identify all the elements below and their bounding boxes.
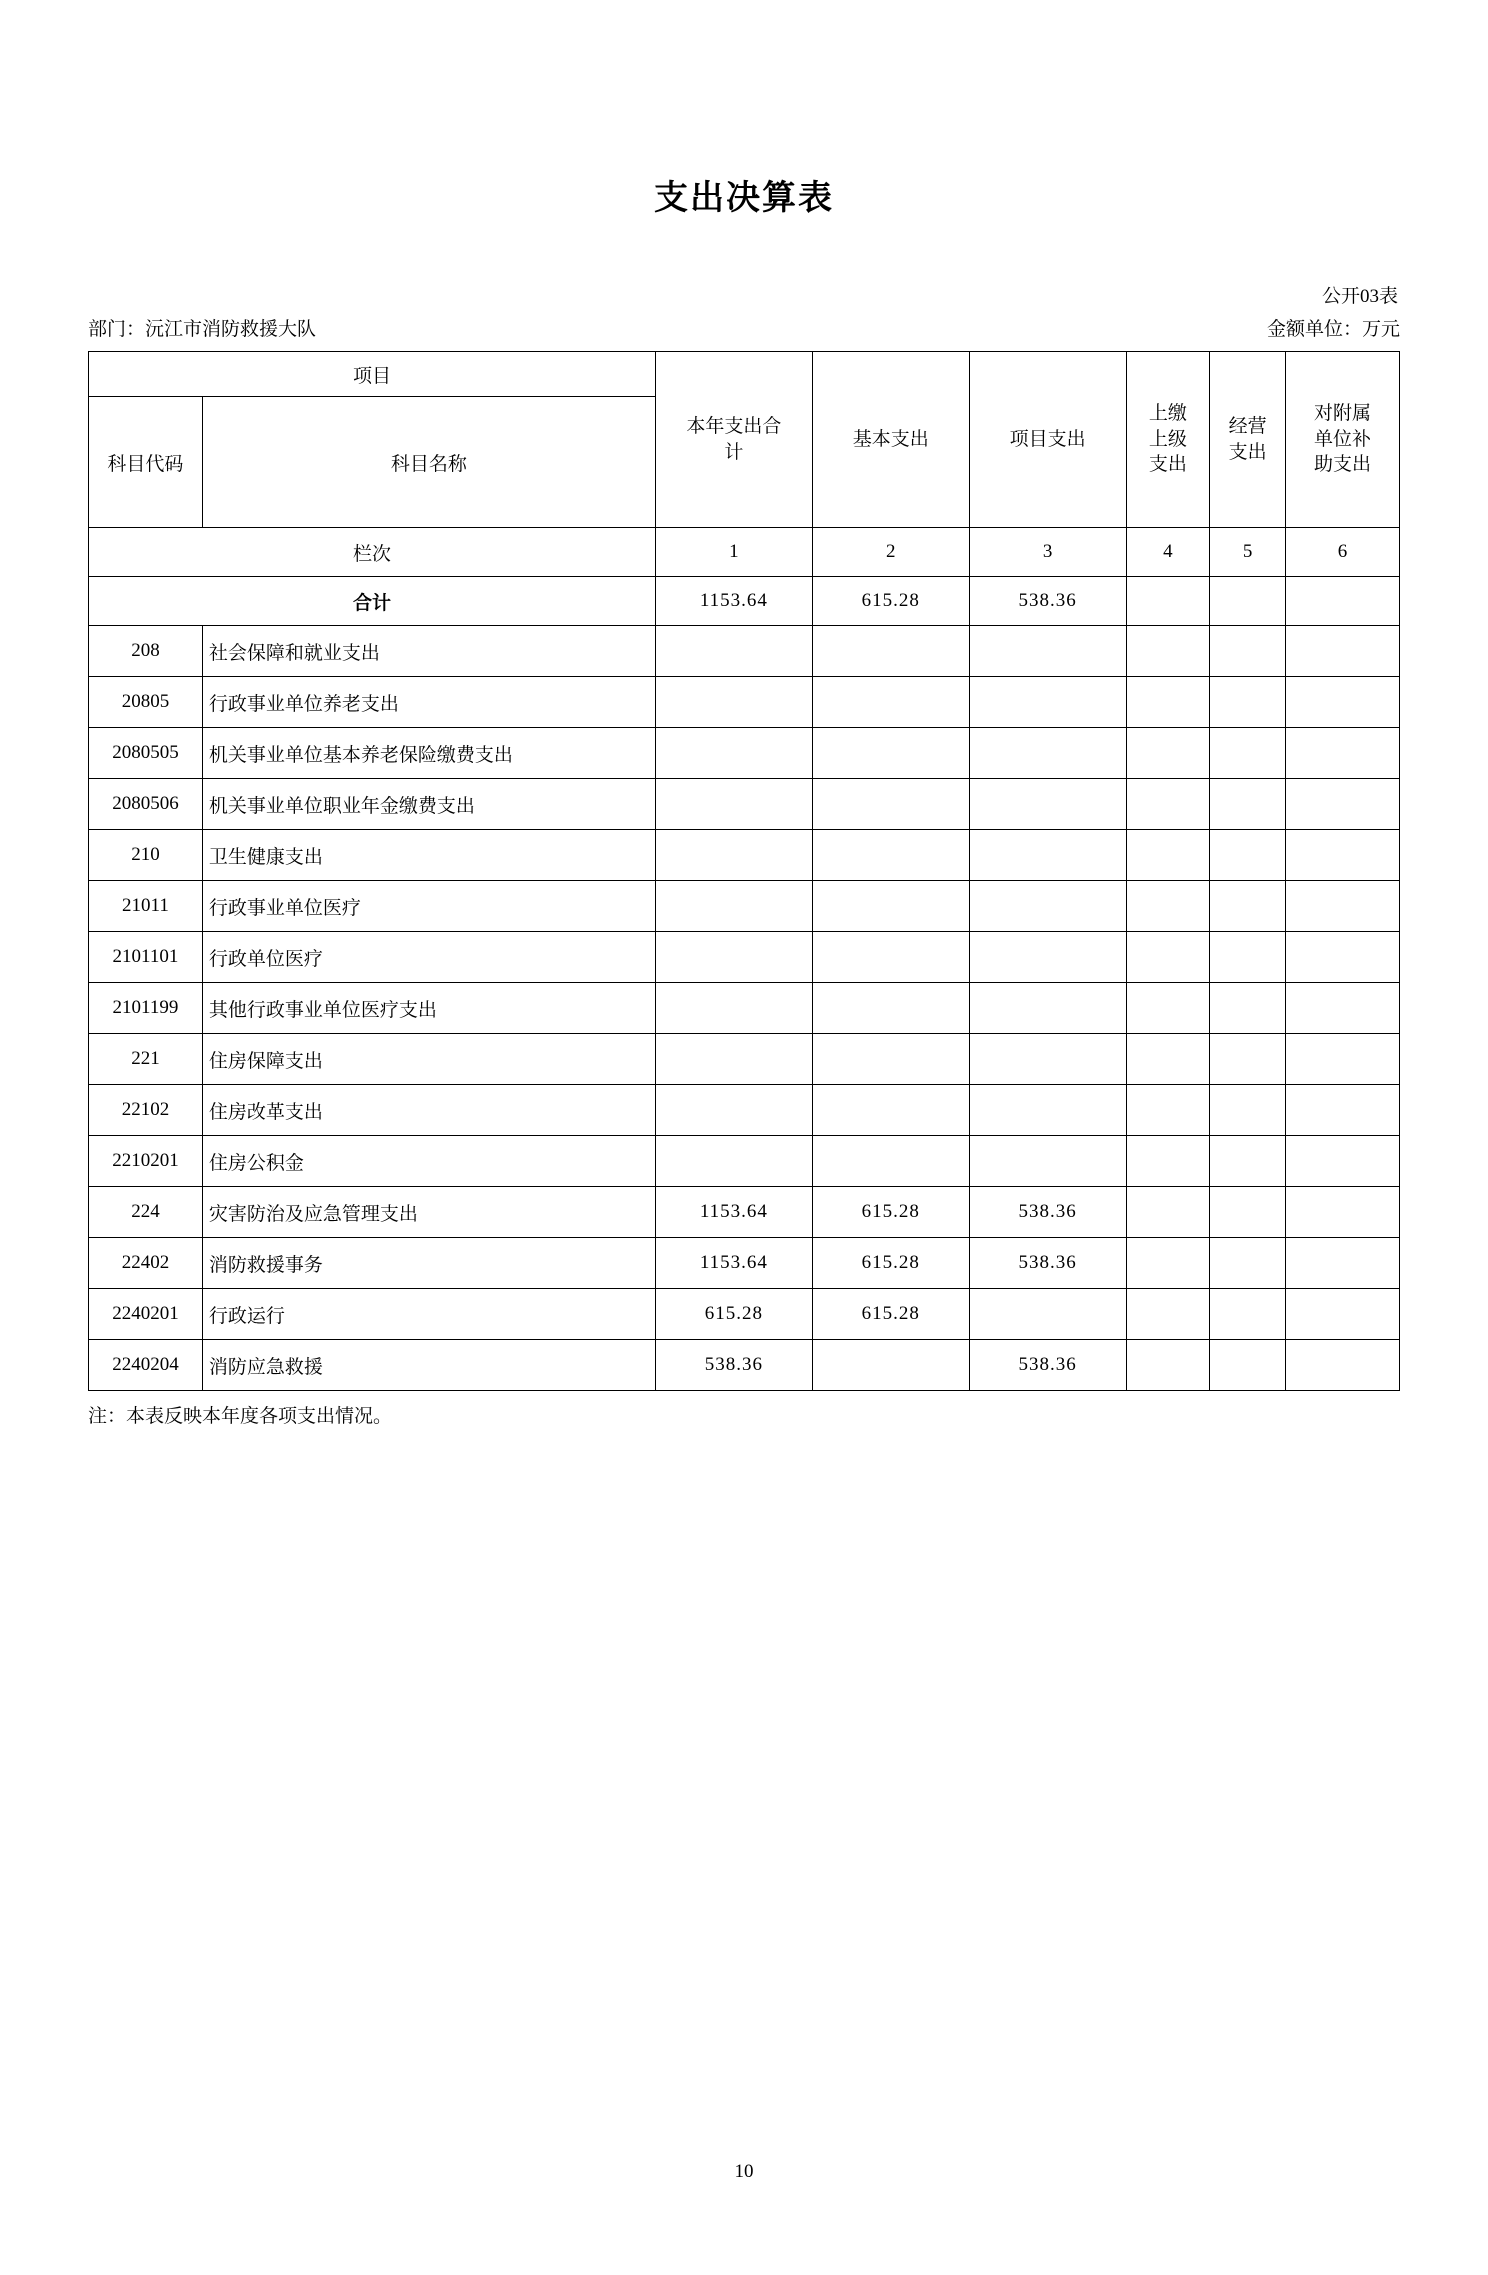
row-value-6: [1286, 1340, 1400, 1391]
total-value-1: 1153.64: [655, 577, 812, 626]
header-project: 项目: [89, 352, 656, 397]
row-code: 22102: [89, 1085, 203, 1136]
row-value-5: [1210, 983, 1286, 1034]
form-code: 公开03表: [1321, 286, 1398, 307]
lanci-4: 4: [1126, 528, 1210, 577]
row-value-6: [1286, 932, 1400, 983]
row-value-1: [655, 677, 812, 728]
header-name-col: 科目名称: [202, 397, 655, 528]
row-value-4: [1126, 1085, 1210, 1136]
row-code: 221: [89, 1034, 203, 1085]
row-value-3: [969, 932, 1126, 983]
row-value-3: [969, 881, 1126, 932]
department-name: 沅江市消防救援大队: [145, 319, 317, 340]
row-name: 住房公积金: [202, 1136, 655, 1187]
row-name: 住房保障支出: [202, 1034, 655, 1085]
header-col-4: 上缴 上级 支出: [1126, 352, 1210, 528]
total-value-6: [1286, 577, 1400, 626]
row-value-3: [969, 830, 1126, 881]
row-value-4: [1126, 983, 1210, 1034]
meta-row: [88, 314, 1400, 341]
row-value-6: [1286, 677, 1400, 728]
table-row: [89, 626, 1400, 677]
row-value-4: [1126, 779, 1210, 830]
table-row: [89, 779, 1400, 830]
row-value-4: [1126, 1238, 1210, 1289]
row-code: 2210201: [89, 1136, 203, 1187]
row-value-2: [812, 1136, 969, 1187]
table-row: [89, 677, 1400, 728]
row-value-6: [1286, 626, 1400, 677]
row-value-3: [969, 728, 1126, 779]
row-code: 21011: [89, 881, 203, 932]
row-value-4: [1126, 1289, 1210, 1340]
lanci-label: 栏次: [89, 528, 656, 577]
row-name: 行政事业单位养老支出: [202, 677, 655, 728]
table-body: [89, 626, 1400, 1391]
table-row: [89, 1238, 1400, 1289]
row-value-1: 1153.64: [655, 1187, 812, 1238]
row-name: 社会保障和就业支出: [202, 626, 655, 677]
row-name: 卫生健康支出: [202, 830, 655, 881]
row-value-1: 1153.64: [655, 1238, 812, 1289]
row-code: 210: [89, 830, 203, 881]
row-value-5: [1210, 932, 1286, 983]
lanci-6: 6: [1286, 528, 1400, 577]
row-value-6: [1286, 1289, 1400, 1340]
row-value-5: [1210, 1085, 1286, 1136]
row-code: 2080505: [89, 728, 203, 779]
row-name: 消防救援事务: [202, 1238, 655, 1289]
row-value-1: [655, 626, 812, 677]
row-name: 机关事业单位职业年金缴费支出: [202, 779, 655, 830]
row-value-3: 538.36: [969, 1238, 1126, 1289]
row-code: 2240204: [89, 1340, 203, 1391]
row-value-2: [812, 881, 969, 932]
lanci-3: 3: [969, 528, 1126, 577]
table-row: [89, 983, 1400, 1034]
row-name: 消防应急救援: [202, 1340, 655, 1391]
row-value-6: [1286, 1238, 1400, 1289]
row-value-5: [1210, 1238, 1286, 1289]
row-value-6: [1286, 983, 1400, 1034]
table-row: [89, 1289, 1400, 1340]
row-value-3: [969, 779, 1126, 830]
row-code: 224: [89, 1187, 203, 1238]
row-value-6: [1286, 881, 1400, 932]
row-value-3: [969, 626, 1126, 677]
page-number: 10: [734, 2161, 754, 2182]
row-value-2: [812, 626, 969, 677]
table-row: [89, 1187, 1400, 1238]
row-value-4: [1126, 932, 1210, 983]
row-value-1: [655, 983, 812, 1034]
row-value-1: [655, 881, 812, 932]
row-name: 灾害防治及应急管理支出: [202, 1187, 655, 1238]
header-col-3: 项目支出: [969, 352, 1126, 528]
row-value-1: [655, 1085, 812, 1136]
row-value-5: [1210, 1034, 1286, 1085]
row-value-5: [1210, 626, 1286, 677]
row-value-4: [1126, 881, 1210, 932]
row-value-2: 615.28: [812, 1238, 969, 1289]
total-value-4: [1126, 577, 1210, 626]
row-value-1: [655, 1136, 812, 1187]
row-value-3: [969, 983, 1126, 1034]
header-col-5: 经营 支出: [1210, 352, 1286, 528]
row-value-2: 615.28: [812, 1289, 969, 1340]
row-code: 20805: [89, 677, 203, 728]
row-name: 机关事业单位基本养老保险缴费支出: [202, 728, 655, 779]
row-name: 行政单位医疗: [202, 932, 655, 983]
table-row: [89, 1034, 1400, 1085]
row-code: 2240201: [89, 1289, 203, 1340]
row-value-1: [655, 779, 812, 830]
row-value-5: [1210, 830, 1286, 881]
row-value-1: 538.36: [655, 1340, 812, 1391]
header-col-6: 对附属 单位补 助支出: [1286, 352, 1400, 528]
row-value-3: [969, 677, 1126, 728]
row-value-3: [969, 1034, 1126, 1085]
document-page: [0, 170, 1488, 2275]
row-value-5: [1210, 728, 1286, 779]
row-value-4: [1126, 728, 1210, 779]
lanci-2: 2: [812, 528, 969, 577]
row-value-5: [1210, 1136, 1286, 1187]
amount-unit: 金额单位：万元: [1266, 319, 1400, 340]
row-value-1: [655, 1034, 812, 1085]
row-value-3: 538.36: [969, 1340, 1126, 1391]
row-value-2: [812, 677, 969, 728]
row-value-2: [812, 779, 969, 830]
row-value-5: [1210, 881, 1286, 932]
row-value-4: [1126, 1034, 1210, 1085]
row-value-2: [812, 830, 969, 881]
row-name: 住房改革支出: [202, 1085, 655, 1136]
row-value-6: [1286, 779, 1400, 830]
row-value-1: [655, 830, 812, 881]
row-value-2: [812, 1034, 969, 1085]
row-name: 行政事业单位医疗: [202, 881, 655, 932]
row-value-6: [1286, 1085, 1400, 1136]
row-value-5: [1210, 779, 1286, 830]
row-value-2: [812, 983, 969, 1034]
lanci-5: 5: [1210, 528, 1286, 577]
table-row: [89, 1136, 1400, 1187]
row-value-6: [1286, 728, 1400, 779]
expenditure-table: [88, 351, 1400, 1391]
page-title: 支出决算表: [654, 179, 834, 217]
table-row: [89, 1085, 1400, 1136]
total-value-3: 538.36: [969, 577, 1126, 626]
row-value-4: [1126, 677, 1210, 728]
row-value-5: [1210, 1340, 1286, 1391]
row-code: 208: [89, 626, 203, 677]
header-code-col: 科目代码: [89, 397, 203, 528]
table-row: [89, 728, 1400, 779]
row-value-2: [812, 1085, 969, 1136]
row-value-4: [1126, 830, 1210, 881]
table-row: [89, 1340, 1400, 1391]
header-col-1: 本年支出合 计: [655, 352, 812, 528]
department-line: [88, 314, 316, 341]
row-value-3: [969, 1136, 1126, 1187]
row-value-3: [969, 1289, 1126, 1340]
row-code: 2080506: [89, 779, 203, 830]
table-row: [89, 830, 1400, 881]
total-value-5: [1210, 577, 1286, 626]
row-value-2: 615.28: [812, 1187, 969, 1238]
lanci-1: 1: [655, 528, 812, 577]
row-value-4: [1126, 1136, 1210, 1187]
header-col-2: 基本支出: [812, 352, 969, 528]
row-value-1: [655, 728, 812, 779]
row-value-5: [1210, 1187, 1286, 1238]
row-value-6: [1286, 1136, 1400, 1187]
row-value-3: [969, 1085, 1126, 1136]
row-value-3: 538.36: [969, 1187, 1126, 1238]
row-code: 22402: [89, 1238, 203, 1289]
row-value-6: [1286, 830, 1400, 881]
row-value-1: 615.28: [655, 1289, 812, 1340]
total-value-2: 615.28: [812, 577, 969, 626]
table-note: 注：本表反映本年度各项支出情况。: [88, 1406, 393, 1427]
table-row: [89, 881, 1400, 932]
row-value-5: [1210, 677, 1286, 728]
row-code: 2101101: [89, 932, 203, 983]
row-value-6: [1286, 1187, 1400, 1238]
row-value-2: [812, 728, 969, 779]
department-label: 部门：: [88, 319, 146, 340]
table-row: [89, 932, 1400, 983]
row-value-2: [812, 932, 969, 983]
row-value-4: [1126, 1187, 1210, 1238]
row-name: 其他行政事业单位医疗支出: [202, 983, 655, 1034]
row-code: 2101199: [89, 983, 203, 1034]
total-label: 合计: [89, 577, 656, 626]
row-value-6: [1286, 1034, 1400, 1085]
row-value-5: [1210, 1289, 1286, 1340]
row-value-4: [1126, 1340, 1210, 1391]
row-value-2: [812, 1340, 969, 1391]
row-name: 行政运行: [202, 1289, 655, 1340]
row-value-1: [655, 932, 812, 983]
row-value-4: [1126, 626, 1210, 677]
